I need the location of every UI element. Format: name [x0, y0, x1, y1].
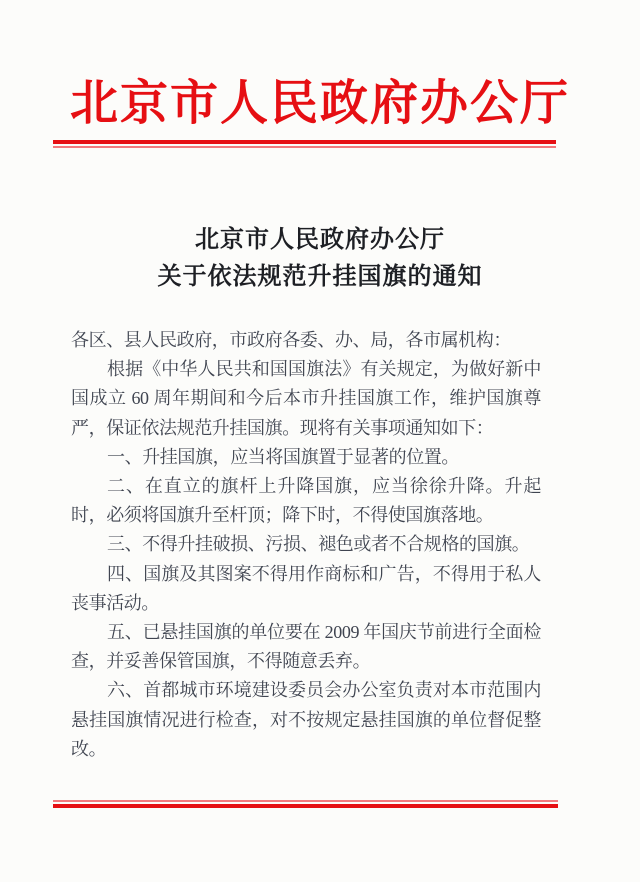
document-title-line2: 关于依法规范升挂国旗的通知 — [157, 264, 483, 290]
paragraph-item-4: 四、国旗及其图案不得用作商标和广告，不得用于私人丧事活动。 — [71, 563, 541, 613]
salutation-line: 各区、县人民政府，市政府各委、办、局，各市属机构： — [71, 330, 511, 350]
paragraph-item-3: 三、不得升挂破损、污损、褪色或者不合规格的国旗。 — [107, 534, 530, 555]
document-title-line1: 北京市人民政府办公厅 — [195, 227, 445, 253]
letterhead-divider-thin-line — [53, 146, 556, 148]
footer-divider-thick-line — [53, 804, 558, 808]
paragraph-item-2: 二、在直立的旗杆上升降国旗，应当徐徐升降。升起时，必须将国旗升至杆顶；降下时，不得使国旗落地。 — [71, 476, 541, 526]
letterhead-divider-rule — [53, 140, 556, 148]
paragraph-item-5: 五、已悬挂国旗的单位要在 2009 年国庆节前进行全面检查，并妥善保管国旗，不得随意丢弃。 — [71, 622, 541, 672]
document-body — [71, 326, 541, 764]
document-title — [0, 222, 640, 296]
paragraph-basis: 根据《中华人民共和国国旗法》有关规定，为做好新中国成立 60 周年期间和今后本市升挂国旗工作，维护国旗尊严，保证依法规范升挂国旗。现将有关事项通知如下： — [71, 359, 541, 438]
paragraph-item-1: 一、升挂国旗，应当将国旗置于显著的位置。 — [107, 446, 459, 467]
footer-divider-rule — [53, 800, 558, 808]
letterhead-issuer-title: 北京市人民政府办公厅 — [69, 77, 570, 130]
paragraph-item-6: 六、首都城市环境建设委员会办公室负责对本市范围内悬挂国旗情况进行检查，对不按规定悬挂国旗的单位督促整改。 — [71, 680, 541, 759]
